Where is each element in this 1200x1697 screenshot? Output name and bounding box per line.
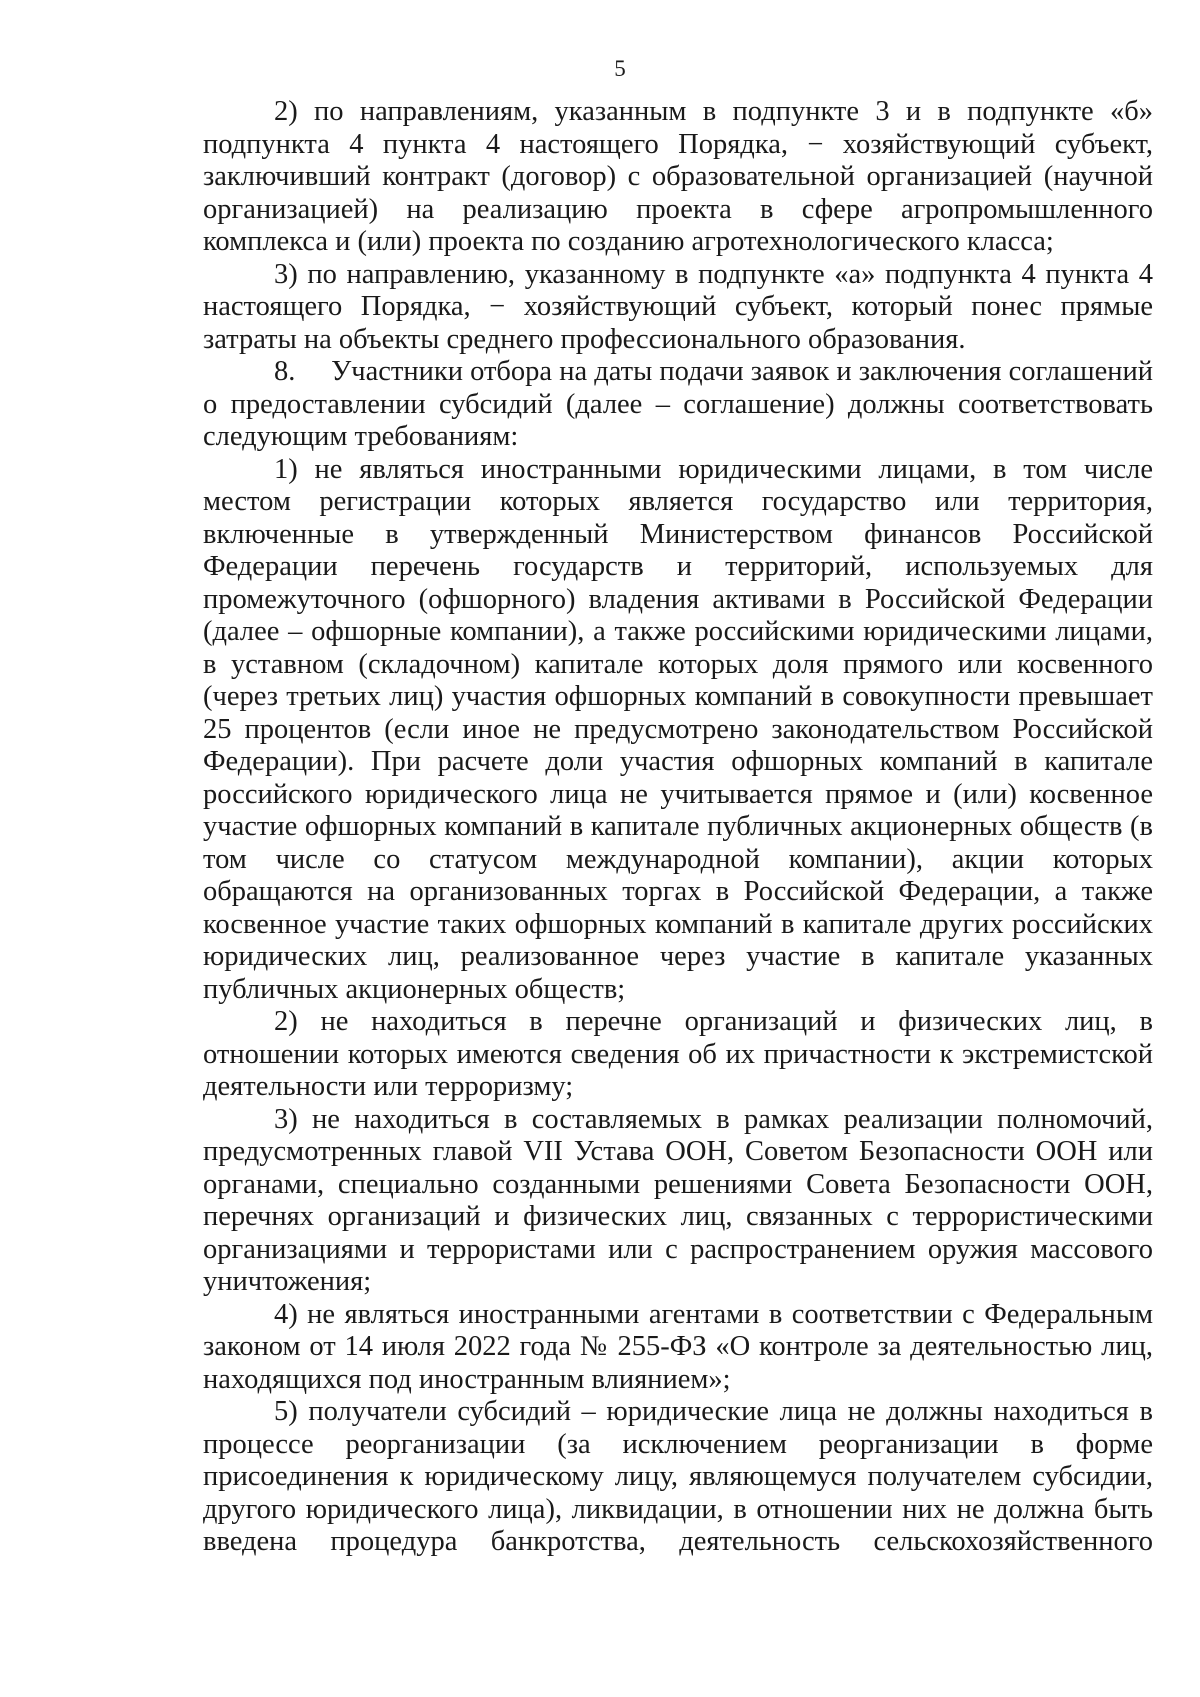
- paragraph-requirement-5: 5) получатели субсидий – юридические лица не должны находиться в процессе реорганизации (за исключением реорганизации в форме присоединения к юридическому лицу, являющемуся получателем субсидии, другого юридического лица), ликвидации, в отношении них не должна быть введена процедура банкротства, деятельность сельскохозяйственного: [203, 1396, 1153, 1557]
- paragraph-requirement-4: 4) не являться иностранными агентами в соответствии с Федеральным законом от 14 июля 2022 года № 255-ФЗ «О контроле за деятельностью лиц, находящихся под иностранным влиянием»;: [203, 1298, 1153, 1395]
- paragraph-clause-8: 8. Участники отбора на даты подачи заявок и заключения соглашений о предоставлении субсидий (далее – соглашение) должны соответствовать следующим требованиям:: [203, 356, 1153, 452]
- paragraph-requirement-3: 3) не находиться в составляемых в рамках реализации полномочий, предусмотренных главой VII Устава ООН, Советом Безопасности ООН или органами, специально созданными решениями Совета Безопасности ООН, перечнях организаций и физических лиц, связанных с террористическими организациями и террористами или с распространением оружия массового уничтожения;: [203, 1103, 1153, 1297]
- paragraph-item-2-subject: 2) по направлениям, указанным в подпункте 3 и в подпункте «б» подпункта 4 пункта 4 настоящего Порядка, − хозяйствующий субъект, заключивший контракт (договор) с образовательной организацией (научной организацией) на реализацию проекта в сфере агропромышленного комплекса и (или) проекта по созданию агротехнологического класса;: [203, 96, 1153, 257]
- document-text: [203, 96, 1153, 1559]
- paragraph-requirement-2: 2) не находиться в перечне организаций и физических лиц, в отношении которых имеются сведения об их причастности к экстремистской деятельности или терроризму;: [203, 1006, 1153, 1102]
- paragraph-item-3-subject: 3) по направлению, указанному в подпункте «а» подпункта 4 пункта 4 настоящего Порядка, − хозяйствующий субъект, который понес прямые затраты на объекты среднего профессионального образования.: [203, 258, 1153, 355]
- paragraph-requirement-1: 1) не являться иностранными юридическими лицами, в том числе местом регистрации которых является государство или территория, включенные в утвержденный Министерством финансов Российской Федерации перечень государств и территорий, используемых для промежуточного (офшорного) владения активами в Российской Федерации (далее – офшорные компании), а также российскими юридическими лицами, в уставном (складочном) капитале которых доля прямого или косвенного (через третьих лиц) участия офшорных компаний в совокупности превышает 25 процентов (если иное не предусмотрено законодательством Российской Федерации). При расчете доли участия офшорных компаний в капитале российского юридического лица не учитывается прямое и (или) косвенное участие офшорных компаний в капитале публичных акционерных обществ (в том числе со статусом международной компании), акции которых обращаются на организованных торгах в Российской Федерации, а также косвенное участие таких офшорных компаний в капитале других российских юридических лиц, реализованное через участие в капитале указанных публичных акционерных обществ;: [203, 453, 1153, 1005]
- page-number: 5: [614, 56, 626, 81]
